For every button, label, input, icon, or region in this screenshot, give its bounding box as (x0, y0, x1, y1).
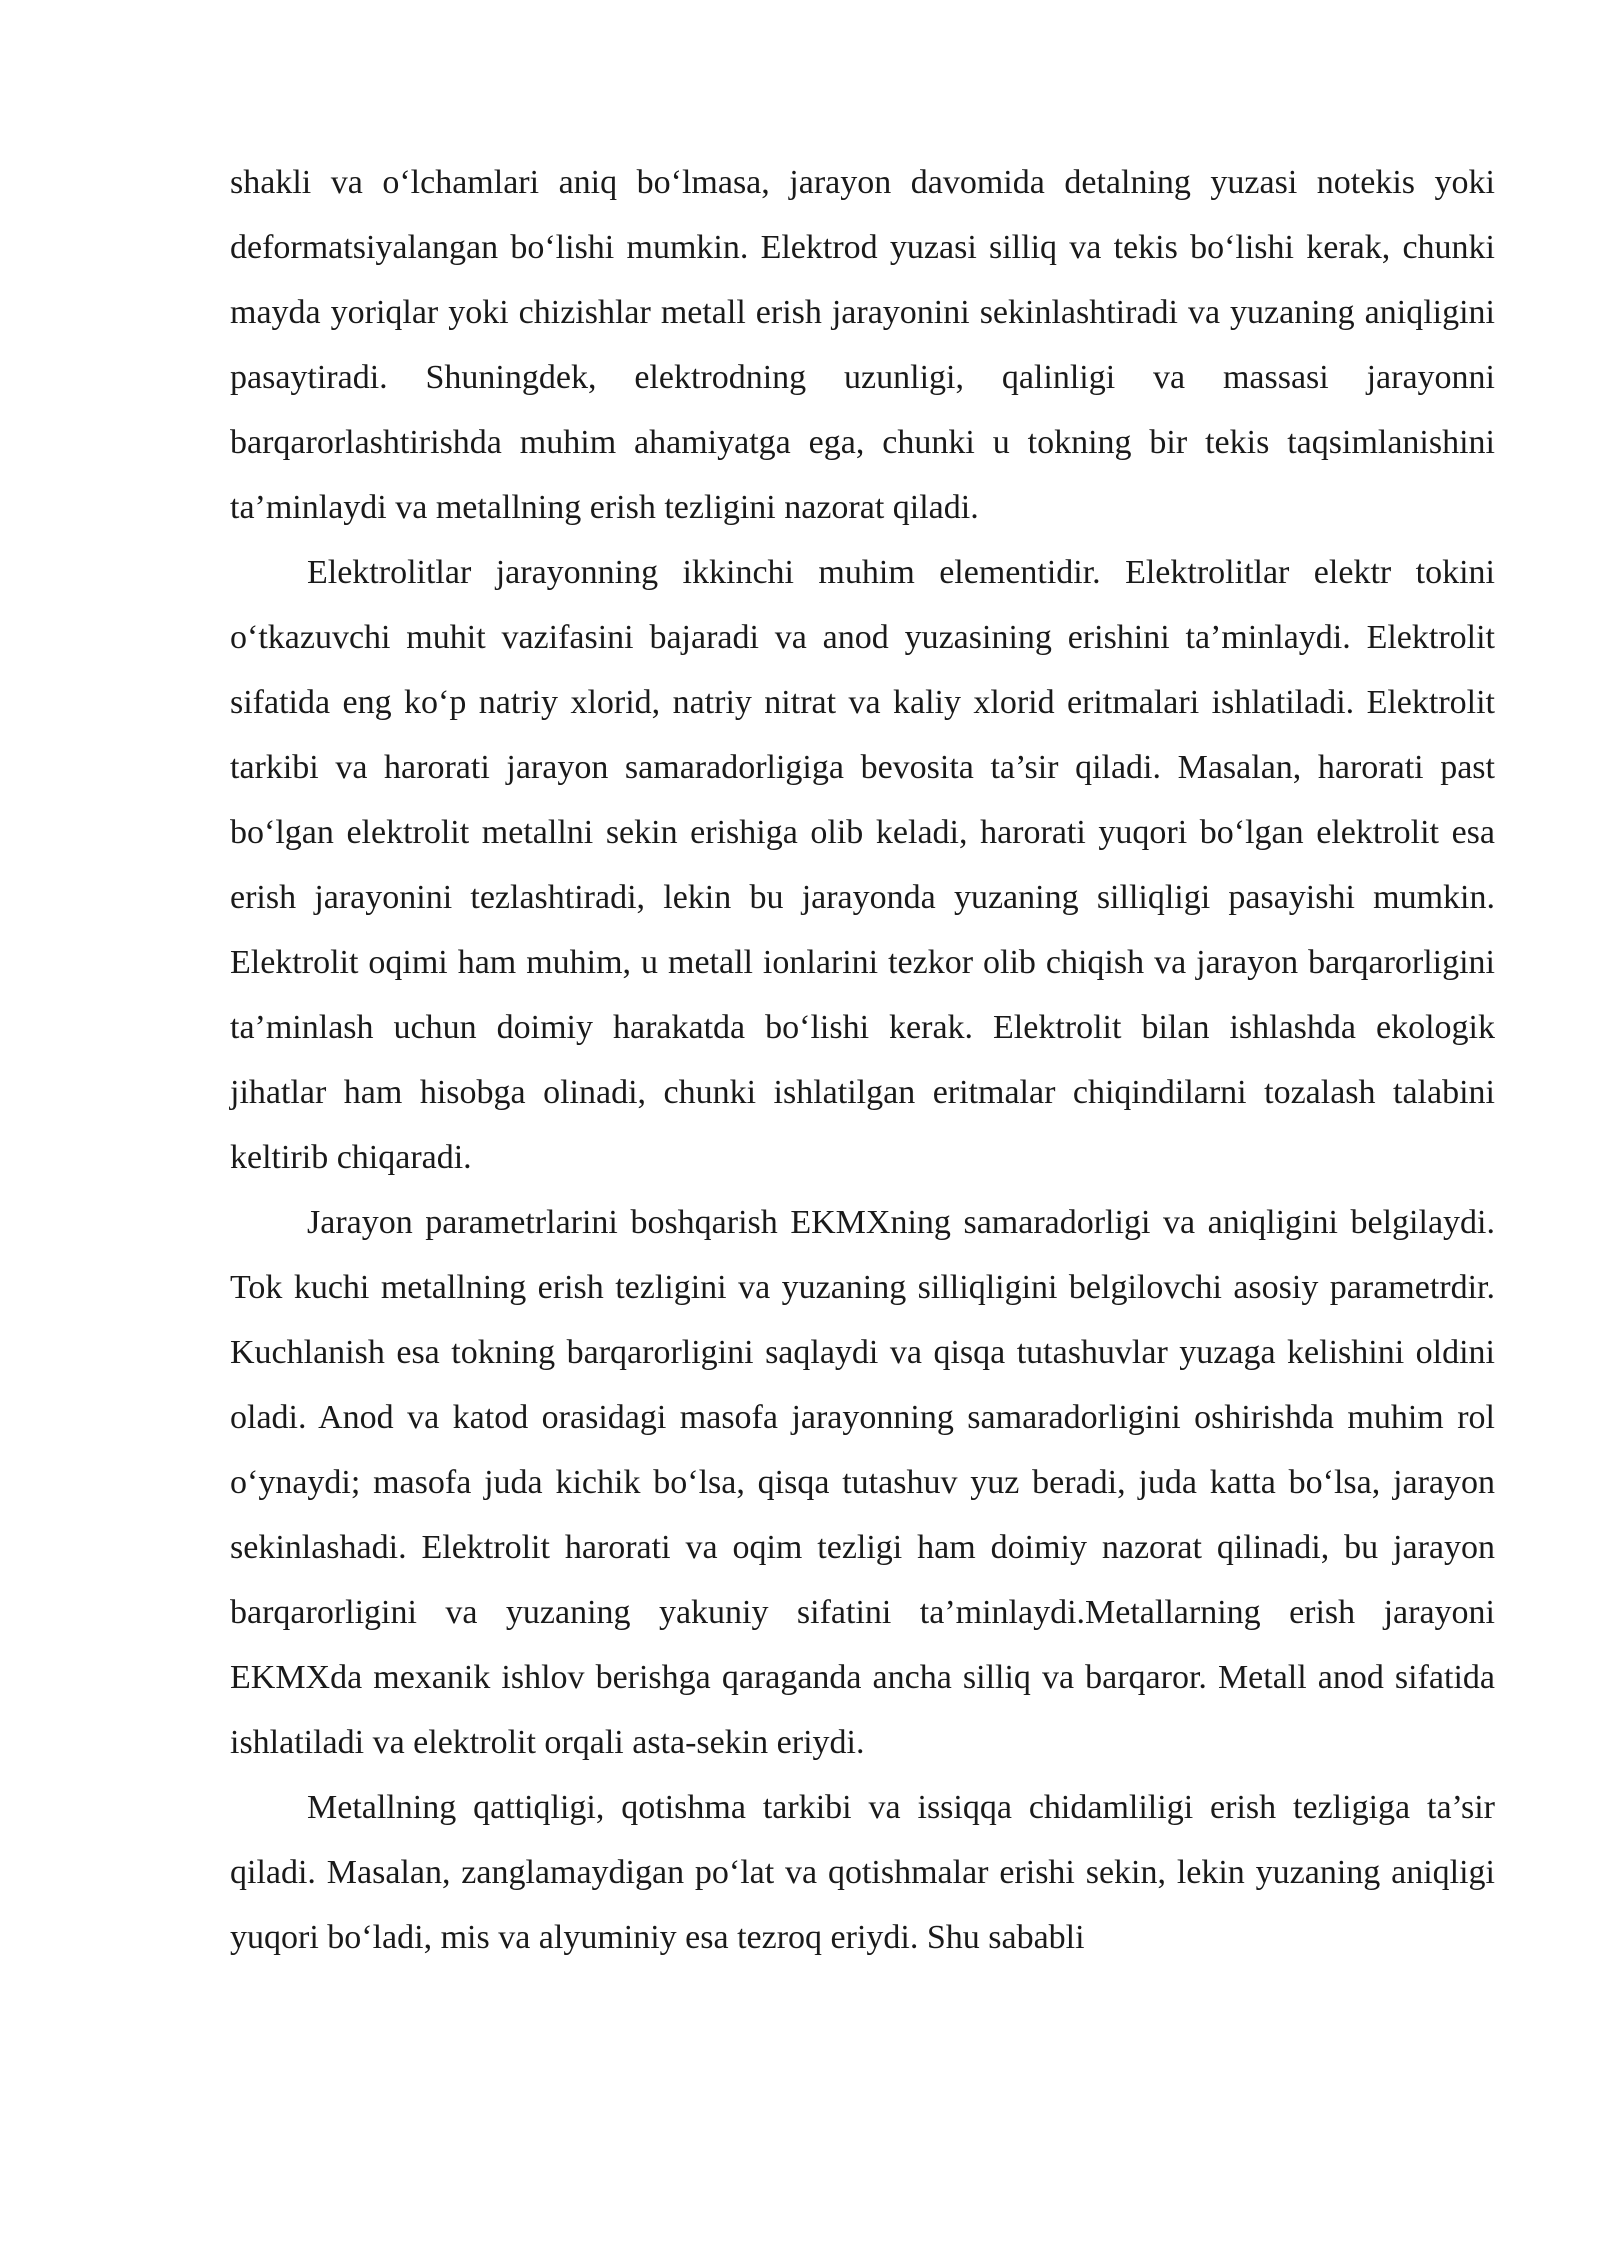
document-body (230, 150, 1495, 1970)
paragraph-electrode-surface: shakli va o‘lchamlari aniq bo‘lmasa, jarayon davomida detalning yuzasi notekis yoki deformatsiyalangan bo‘lishi mumkin. Elektrod yuzasi silliq va tekis bo‘lishi kerak, chunki mayda yoriqlar yoki chizishlar metall erish jarayonini sekinlashtiradi va yuzaning aniqligini pasaytiradi. Shuningdek, elektrodning uzunligi, qalinligi va massasi jarayonni barqarorlashtirishda muhim ahamiyatga ega, chunki u tokning bir tekis taqsimlanishini ta’minlaydi va metallning erish tezligini nazorat qiladi. (230, 164, 1495, 526)
paragraph-metal-properties: Metallning qattiqligi, qotishma tarkibi va issiqqa chidamliligi erish tezligiga ta’sir qiladi. Masalan, zanglamaydigan po‘lat va qotishmalar erishi sekin, lekin yuzaning aniqligi yuqori bo‘ladi, mis va alyuminiy esa tezroq eriydi. Shu sababli (230, 1789, 1495, 1956)
paragraph-process-parameters: Jarayon parametrlarini boshqarish EKMXning samaradorligi va aniqligini belgilaydi. Tok kuchi metallning erish tezligini va yuzaning silliqligini belgilovchi asosiy parametrdir. Kuchlanish esa tokning barqarorligini saqlaydi va qisqa tutashuvlar yuzaga kelishini oldini oladi. Anod va katod orasidagi masofa jarayonning samaradorligini oshirishda muhim rol o‘ynaydi; masofa juda kichik bo‘lsa, qisqa tutashuv yuz beradi, juda katta bo‘lsa, jarayon sekinlashadi. Elektrolit harorati va oqim tezligi ham doimiy nazorat qilinadi, bu jarayon barqarorligini va yuzaning yakuniy sifatini ta’minlaydi.Metallarning erish jarayoni EKMXda mexanik ishlov berishga qaraganda ancha silliq va barqaror. Metall anod sifatida ishlatiladi va elektrolit orqali asta-sekin eriydi. (230, 1204, 1495, 1761)
paragraph-electrolytes: Elektrolitlar jarayonning ikkinchi muhim elementidir. Elektrolitlar elektr tokini o‘tkazuvchi muhit vazifasini bajaradi va anod yuzasining erishini ta’minlaydi. Elektrolit sifatida eng ko‘p natriy xlorid, natriy nitrat va kaliy xlorid eritmalari ishlatiladi. Elektrolit tarkibi va harorati jarayon samaradorligiga bevosita ta’sir qiladi. Masalan, harorati past bo‘lgan elektrolit metallni sekin erishiga olib keladi, harorati yuqori bo‘lgan elektrolit esa erish jarayonini tezlashtiradi, lekin bu jarayonda yuzaning silliqligi pasayishi mumkin. Elektrolit oqimi ham muhim, u metall ionlarini tezkor olib chiqish va jarayon barqarorligini ta’minlash uchun doimiy harakatda bo‘lishi kerak. Elektrolit bilan ishlashda ekologik jihatlar ham hisobga olinadi, chunki ishlatilgan eritmalar chiqindilarni tozalash talabini keltirib chiqaradi. (230, 554, 1495, 1176)
